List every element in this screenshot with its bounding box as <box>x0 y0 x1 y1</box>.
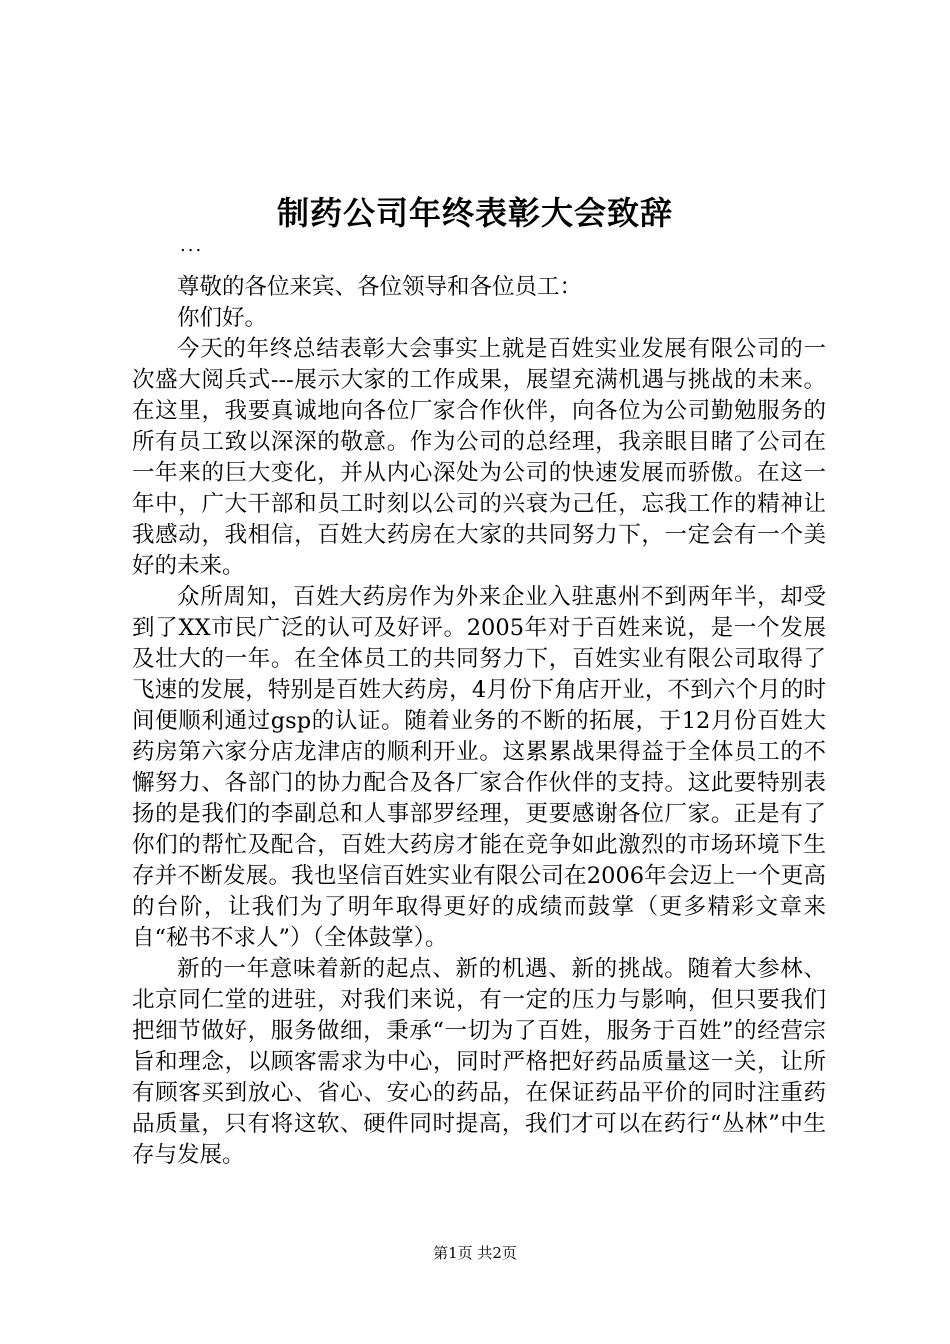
document-title: 制药公司年终表彰大会致辞 <box>276 194 673 232</box>
greeting-paragraph: 你们好。 <box>177 305 268 331</box>
body-paragraph-3: 新的一年意味着新的起点、新的机遇、新的挑战。随着大参林、北京同仁堂的进驻，对我们来说，有一定的压力与影响，但只要我们把细节做好，服务做细，秉承“一切为了百姓，服务于百姓”的经营宗旨和理念，以顾客需求为中心，同时严格把好药品质量这一关，让所有顾客买到放心、省心、安心的药品，在保证药品平价的同时注重药品质量，只有将这软、硬件同时提高，我们才可以在药行“丛林”中生存与发展。 <box>132 956 826 1168</box>
salutation-paragraph: 尊敬的各位来宾、各位领导和各位员工： <box>177 274 583 300</box>
body-paragraph-1: 今天的年终总结表彰大会事实上就是百姓实业发展有限公司的一次盛大阅兵式---展示大家的工作成果，展望充满机遇与挑战的未来。在这里，我要真诚地向各位厂家合作伙伴，向各位为公司勤勉服务的所有员工致以深深的敬意。作为公司的总经理，我亲眼目睹了公司在一年来的巨大变化，并从内心深处为公司的快速发展而骄傲。在这一年中，广大干部和员工时刻以公司的兴衰为己任，忘我工作的精神让我感动，我相信，百姓大药房在大家的共同努力下，一定会有一个美好的未来。 <box>132 336 826 579</box>
page-footer: 第1页 共2页 <box>433 1244 517 1262</box>
document-body <box>132 272 826 1171</box>
body-paragraph-2: 众所周知，百姓大药房作为外来企业入驻惠州不到两年半，却受到了XX市民广泛的认可及好评。2005年对于百姓来说，是一个发展及壮大的一年。在全体员工的共同努力下，百姓实业有限公司取得了飞速的发展，特别是百姓大药房，4月份下角店开业，不到六个月的时间便顺利通过gsp的认证。随着业务的不断的拓展，于12月份百姓大药房第六家分店龙津店的顺利开业。这累累战果得益于全体员工的不懈努力、各部门的协力配合及各厂家合作伙伴的支持。这此要特别表扬的是我们的李副总和人事部罗经理，更要感谢各位厂家。正是有了你们的帮忙及配合，百姓大药房才能在竞争如此激烈的市场环境下生存并不断发展。我也坚信百姓实业有限公司在2006年会迈上一个更高的台阶，让我们为了明年取得更好的成绩而鼓掌（更多精彩文章来自“秘书不求人”）（全体鼓掌）。 <box>132 584 827 951</box>
ellipsis-mark: ... <box>180 235 204 256</box>
